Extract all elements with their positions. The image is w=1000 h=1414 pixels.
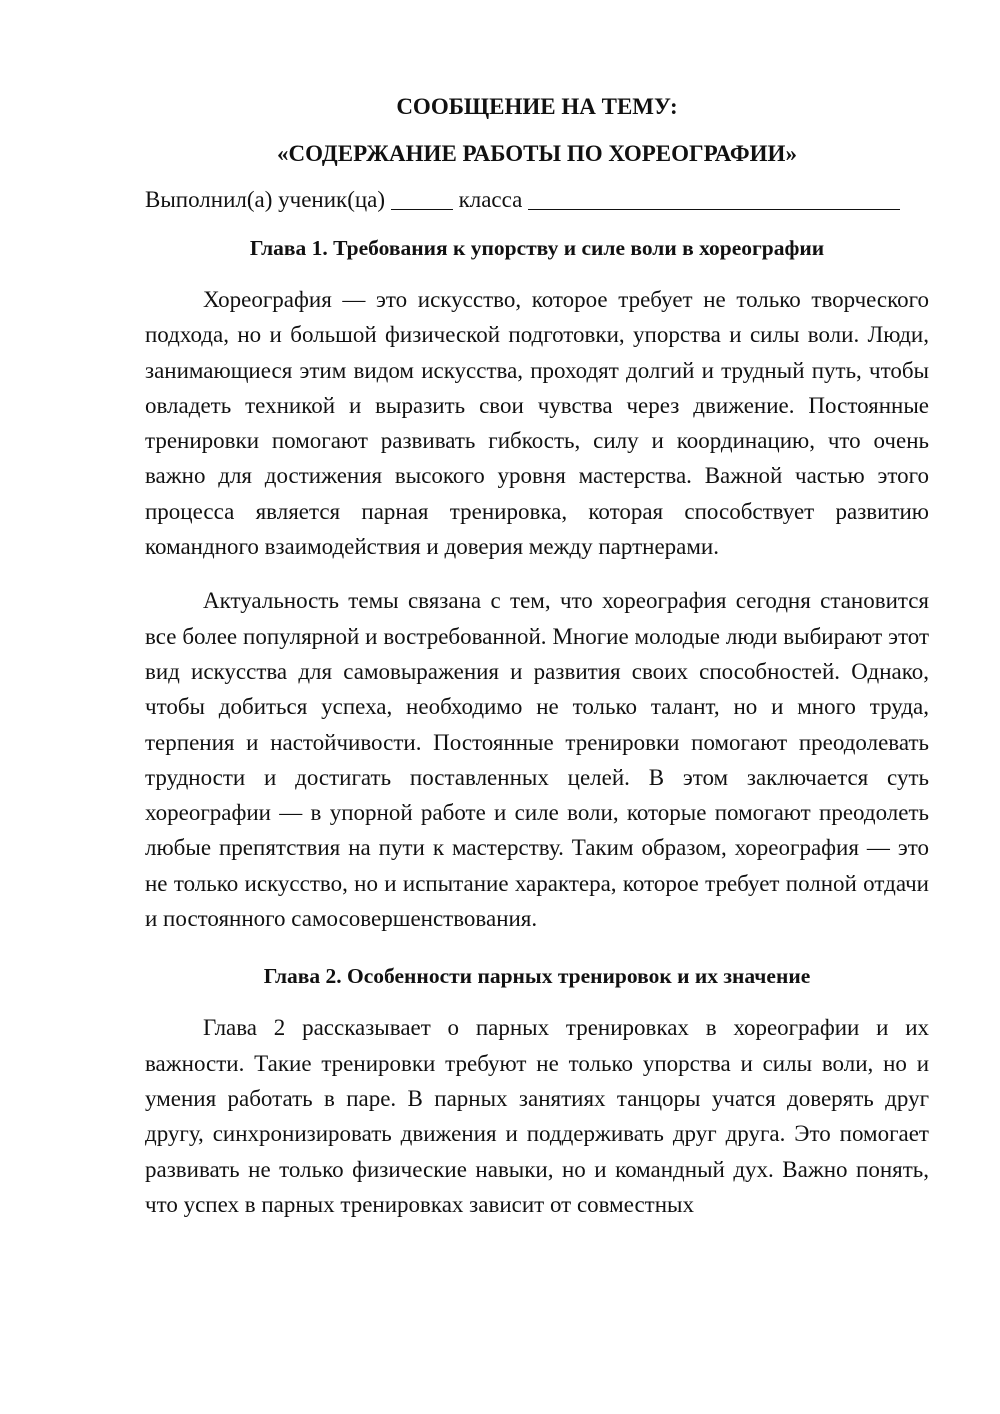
chapter-2 <box>145 961 929 1222</box>
chapter-2-paragraph-1: Глава 2 рассказывает о парных тренировках в хореографии и их важности. Такие тренировки требуют не только упорства и силы воли, но и умения работать в паре. В парных занятиях танцоры учатся доверять друг другу, синхронизировать движения и поддерживать друг друга. Это помогает развивать не только физические навыки, но и командный дух. Важно понять, что успех в парных тренировках зависит от совместных <box>145 1015 929 1217</box>
author-prefix: Выполнил(а) ученик(ца) <box>145 187 391 212</box>
document-title-line-1: СООБЩЕНИЕ НА ТЕМУ: <box>396 94 678 119</box>
author-middle: класса <box>452 187 529 212</box>
author-line <box>145 185 929 215</box>
chapter-2-heading: Глава 2. Особенности парных тренировок и их значение <box>263 964 811 989</box>
class-blank <box>528 187 900 210</box>
chapter-1 <box>145 233 929 936</box>
chapter-1-paragraph-1: Хореография — это искусство, которое требует не только творческого подхода, но и большой физической подготовки, упорства и силы воли. Люди, занимающиеся этим видом искусства, проходят долгий и трудный путь, чтобы овладеть техникой и выразить свои чувства через движение. Постоянные тренировки помогают развивать гибкость, силу и координацию, что очень важно для достижения высокого уровня мастерства. Важной частью этого процесса является парная тренировка, которая способствует развитию командного взаимодействия и доверия между партнерами. <box>145 287 929 560</box>
chapter-1-paragraph-2: Актуальность темы связана с тем, что хореография сегодня становится все более популярной и востребованной. Многие молодые люди выбирают этот вид искусства для самовыражения и развития своих способностей. Однако, чтобы добиться успеха, необходимо не только талант, но и много труда, терпения и настойчивости. Постоянные тренировки помогают преодолевать трудности и достигать поставленных целей. В этом заключается суть хореографии — в упорной работе и силе воли, которые помогают преодолеть любые препятствия на пути к мастерству. Таким образом, хореография — это не только искусство, но и испытание характера, которое требует полной отдачи и постоянного самосовершенствования. <box>145 588 929 932</box>
document-page <box>145 92 929 1241</box>
grade-blank <box>391 187 453 210</box>
chapter-1-heading: Глава 1. Требования к упорству и силе воли в хореографии <box>249 236 825 260</box>
document-title-line-2: «СОДЕРЖАНИЕ РАБОТЫ ПО ХОРЕОГРАФИИ» <box>277 141 797 166</box>
